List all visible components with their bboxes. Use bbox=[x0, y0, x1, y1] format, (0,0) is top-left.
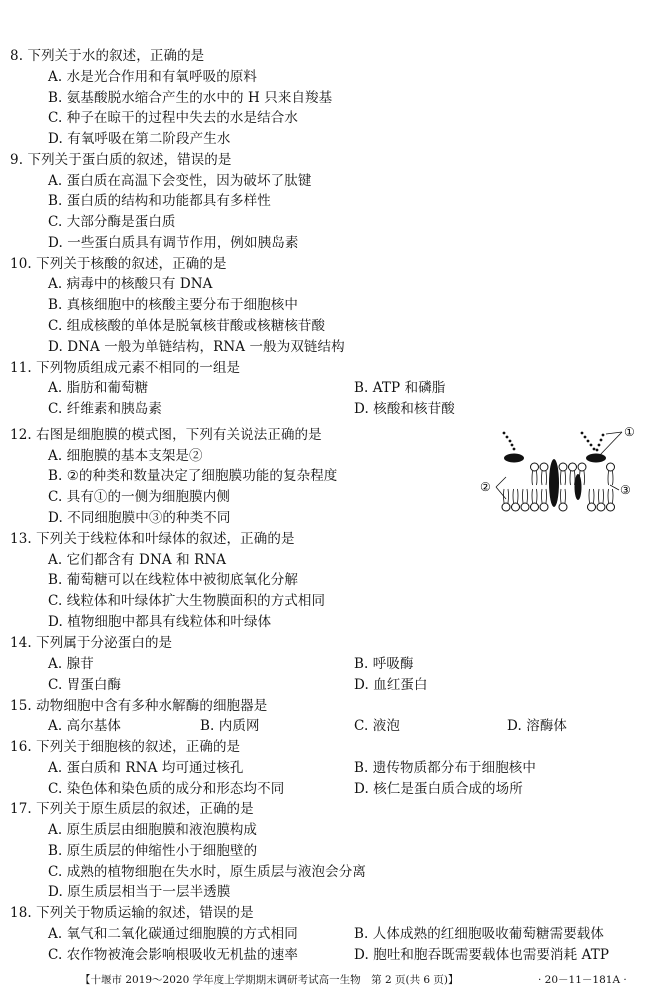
phospholipid-tail bbox=[589, 489, 594, 503]
phospholipid-tail bbox=[570, 471, 575, 485]
phospholipid-head bbox=[559, 463, 567, 471]
label-1: ① bbox=[624, 425, 635, 439]
option-b: B. 蛋白质的结构和功能都具有多样性 bbox=[48, 193, 271, 209]
option-c: C. 大部分酶是蛋白质 bbox=[48, 214, 176, 230]
option-d: D. 溶酶体 bbox=[507, 718, 568, 734]
embedded-protein bbox=[575, 474, 582, 500]
option-c: C. 染色体和染色质的成分和形态均不同 bbox=[48, 781, 285, 797]
option-d: D. 不同细胞膜中③的种类不同 bbox=[48, 510, 231, 526]
phospholipid-tail bbox=[561, 489, 566, 503]
option-c: C. 种子在晾干的过程中失去的水是结合水 bbox=[48, 110, 298, 126]
option-b: B. 呼吸酶 bbox=[354, 656, 414, 672]
option-a: A. 病毒中的核酸只有 DNA bbox=[48, 276, 213, 292]
phospholipid-head bbox=[531, 463, 539, 471]
phospholipid-head bbox=[521, 503, 529, 511]
phospholipid-tail bbox=[608, 471, 613, 485]
phospholipid-head bbox=[559, 503, 567, 511]
option-a: A. 脂肪和葡萄糖 bbox=[48, 380, 149, 396]
footer-exam-info: 【十堰市 2019～2020 学年度上学期期末调研考试高一生物 第 2 页(共 6 页)】 bbox=[80, 974, 459, 986]
phospholipid-tail bbox=[608, 489, 613, 503]
option-b: B. 葡萄糖可以在线粒体中被彻底氧化分解 bbox=[48, 572, 299, 588]
option-c: C. 胃蛋白酶 bbox=[48, 677, 122, 693]
option-d: D. 血红蛋白 bbox=[354, 677, 428, 693]
option-d: D. DNA 一般为单链结构，RNA 一般为双链结构 bbox=[48, 339, 345, 355]
option-c: C. 农作物被淹会影响根吸收无机盐的速率 bbox=[48, 947, 298, 963]
label-leader-line bbox=[606, 432, 622, 434]
option-a: A. 它们都含有 DNA 和 RNA bbox=[48, 552, 227, 568]
question-stem: 11. 下列物质组成元素不相同的一组是 bbox=[10, 360, 241, 376]
question-stem: 16. 下列关于细胞核的叙述，正确的是 bbox=[10, 739, 241, 755]
phospholipid-head bbox=[531, 503, 539, 511]
question-stem: 14. 下列属于分泌蛋白的是 bbox=[10, 635, 173, 651]
option-d: D. 植物细胞中都具有线粒体和叶绿体 bbox=[48, 614, 272, 630]
option-b: B. ATP 和磷脂 bbox=[354, 380, 446, 396]
phospholipid-head bbox=[578, 463, 586, 471]
question-stem: 17. 下列关于原生质层的叙述，正确的是 bbox=[10, 801, 254, 817]
option-c: C. 组成核酸的单体是脱氧核苷酸或核糖核苷酸 bbox=[48, 318, 326, 334]
question-stem: 8. 下列关于水的叙述，正确的是 bbox=[10, 48, 205, 64]
option-b: B. 真核细胞中的核酸主要分布于细胞核中 bbox=[48, 297, 299, 313]
phospholipid-tail bbox=[523, 489, 528, 503]
question-stem: 12. 右图是细胞膜的模式图，下列有关说法正确的是 bbox=[10, 427, 322, 443]
phospholipid-head bbox=[569, 463, 577, 471]
option-a: A. 氧气和二氧化碳通过细胞膜的方式相同 bbox=[48, 926, 298, 942]
phospholipid-head bbox=[502, 503, 510, 511]
option-b: B. ②的种类和数量决定了细胞膜功能的复杂程度 bbox=[48, 468, 338, 484]
option-c: C. 液泡 bbox=[354, 718, 400, 734]
sugar-chain bbox=[581, 432, 605, 452]
label-2: ② bbox=[480, 480, 491, 494]
phospholipid-head bbox=[597, 503, 605, 511]
question-stem: 15. 动物细胞中含有多种水解酶的细胞器是 bbox=[10, 698, 268, 714]
option-b: B. 内质网 bbox=[200, 718, 260, 734]
phospholipid-head bbox=[512, 503, 520, 511]
option-c: C. 线粒体和叶绿体扩大生物膜面积的方式相同 bbox=[48, 593, 326, 609]
cell-membrane-diagram bbox=[476, 425, 646, 525]
option-c: C. 纤维素和胰岛素 bbox=[48, 401, 162, 417]
option-d: D. 核酸和核苷酸 bbox=[354, 401, 455, 417]
option-b: B. 氨基酸脱水缩合产生的水中的 H 只来自羧基 bbox=[48, 90, 333, 106]
phospholipid-head bbox=[607, 503, 615, 511]
phospholipid-heads-bottom bbox=[502, 503, 615, 511]
option-a: A. 原生质层由细胞膜和液泡膜构成 bbox=[48, 822, 258, 838]
transmembrane-protein bbox=[549, 459, 559, 507]
question-stem: 13. 下列关于线粒体和叶绿体的叙述，正确的是 bbox=[10, 531, 295, 547]
option-d: D. 一些蛋白质具有调节作用，例如胰岛素 bbox=[48, 235, 299, 251]
label-leader-line bbox=[496, 477, 506, 487]
option-d: D. 有氧呼吸在第二阶段产生水 bbox=[48, 131, 231, 147]
phospholipid-tail bbox=[532, 489, 537, 503]
question-stem: 18. 下列关于物质运输的叙述，错误的是 bbox=[10, 905, 254, 921]
option-a: A. 水是光合作用和有氧呼吸的原料 bbox=[48, 69, 258, 85]
option-a: A. 细胞膜的基本支架是② bbox=[48, 448, 203, 464]
phospholipid-head bbox=[540, 463, 548, 471]
option-c: C. 具有①的一侧为细胞膜内侧 bbox=[48, 489, 230, 505]
option-d: D. 核仁是蛋白质合成的场所 bbox=[354, 781, 523, 797]
footer-code: · 20－11－181A · bbox=[538, 974, 627, 986]
glycoprotein-protein bbox=[586, 454, 606, 463]
question-stem: 9. 下列关于蛋白质的叙述，错误的是 bbox=[10, 152, 232, 168]
phospholipid-tail bbox=[542, 489, 547, 503]
phospholipid-tail bbox=[561, 471, 566, 485]
option-a: A. 腺苷 bbox=[48, 656, 94, 672]
phospholipid-heads-top bbox=[531, 463, 615, 471]
option-b: B. 遗传物质都分布于细胞核中 bbox=[354, 760, 537, 776]
sugar-chain bbox=[503, 432, 516, 451]
phospholipid-tail bbox=[599, 489, 604, 503]
option-b: B. 原生质层的伸缩性小于细胞壁的 bbox=[48, 843, 258, 859]
phospholipid-head bbox=[588, 503, 596, 511]
phospholipid-tail bbox=[504, 489, 509, 503]
phospholipid-tail bbox=[513, 489, 518, 503]
label-3: ③ bbox=[620, 483, 631, 497]
option-a: A. 高尔基体 bbox=[48, 718, 122, 734]
option-b: B. 人体成熟的红细胞吸收葡萄糖需要载体 bbox=[354, 926, 605, 942]
option-d: D. 胞吐和胞吞既需要载体也需要消耗 ATP bbox=[354, 947, 610, 963]
phospholipid-tail bbox=[532, 471, 537, 485]
phospholipid-head bbox=[607, 463, 615, 471]
option-c: C. 成熟的植物细胞在失水时，原生质层与液泡会分离 bbox=[48, 864, 366, 880]
label-leader-line bbox=[610, 485, 619, 490]
question-stem: 10. 下列关于核酸的叙述，正确的是 bbox=[10, 256, 227, 272]
phospholipid-head bbox=[540, 503, 548, 511]
option-d: D. 原生质层相当于一层半透膜 bbox=[48, 884, 231, 900]
phospholipid-tail bbox=[542, 471, 547, 485]
label-leader-line bbox=[496, 487, 506, 499]
glycoprotein-protein bbox=[504, 454, 524, 463]
cell-membrane-figure bbox=[476, 425, 646, 525]
option-a: A. 蛋白质和 RNA 均可通过核孔 bbox=[48, 760, 244, 776]
option-a: A. 蛋白质在高温下会变性，因为破坏了肽键 bbox=[48, 173, 312, 189]
